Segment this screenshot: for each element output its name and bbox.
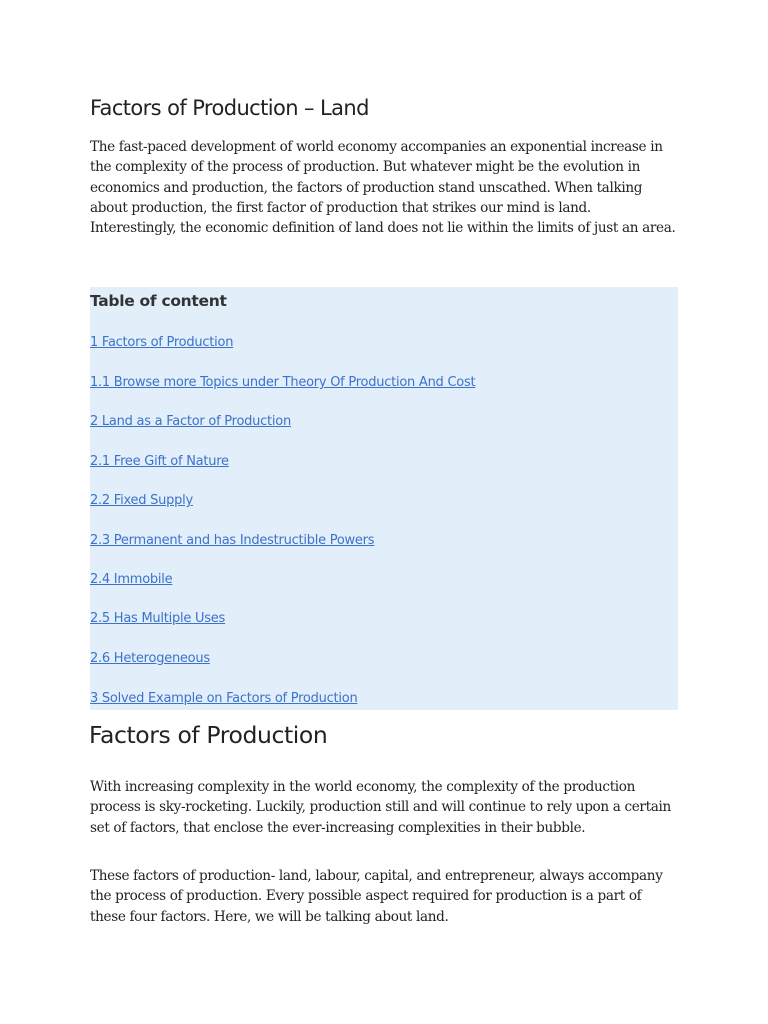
toc-heading: Table of content: [90, 292, 227, 310]
article-title: Factors of Production – Land: [90, 96, 369, 120]
toc-link-free-gift-of-nature[interactable]: 2.1 Free Gift of Nature: [90, 454, 229, 469]
section-paragraph: With increasing complexity in the world economy, the complexity of the production process is sky-rocketing. Luckily, production still and will continue to rely upon a certain set of factors, that enclose the ever-increasing complexities in their bubble.: [90, 779, 671, 836]
section-title: Factors of Production: [89, 721, 328, 749]
toc-link-permanent-powers[interactable]: 2.3 Permanent and has Indestructible Powers: [90, 533, 375, 548]
toc-link-solved-example[interactable]: 3 Solved Example on Factors of Production: [90, 691, 358, 706]
toc-link-fixed-supply[interactable]: 2.2 Fixed Supply: [90, 493, 193, 508]
table-of-contents: [90, 287, 678, 710]
toc-link-multiple-uses[interactable]: 2.5 Has Multiple Uses: [90, 611, 226, 626]
toc-link-land-as-factor[interactable]: 2 Land as a Factor of Production: [90, 414, 291, 429]
section-paragraph: These factors of production- land, labour, capital, and entrepreneur, always accompany the process of production. Every possible aspect required for production is a part of these four factors. Here, we will be talking about land.: [90, 868, 663, 925]
toc-link-immobile[interactable]: 2.4 Immobile: [90, 572, 173, 587]
intro-paragraph: The fast-paced development of world economy accompanies an exponential increase in the complexity of the process of production. But whatever might be the evolution in economics and production, the factors of production stand unscathed. When talking about production, the first factor of production that strikes our mind is land. Interestingly, the economic definition of land does not lie within the limits of just an area.: [90, 139, 676, 237]
toc-link-browse-more-topics[interactable]: 1.1 Browse more Topics under Theory Of Production And Cost: [90, 375, 476, 390]
toc-link-factors-of-production[interactable]: 1 Factors of Production: [90, 335, 234, 350]
toc-link-heterogeneous[interactable]: 2.6 Heterogeneous: [90, 651, 210, 666]
